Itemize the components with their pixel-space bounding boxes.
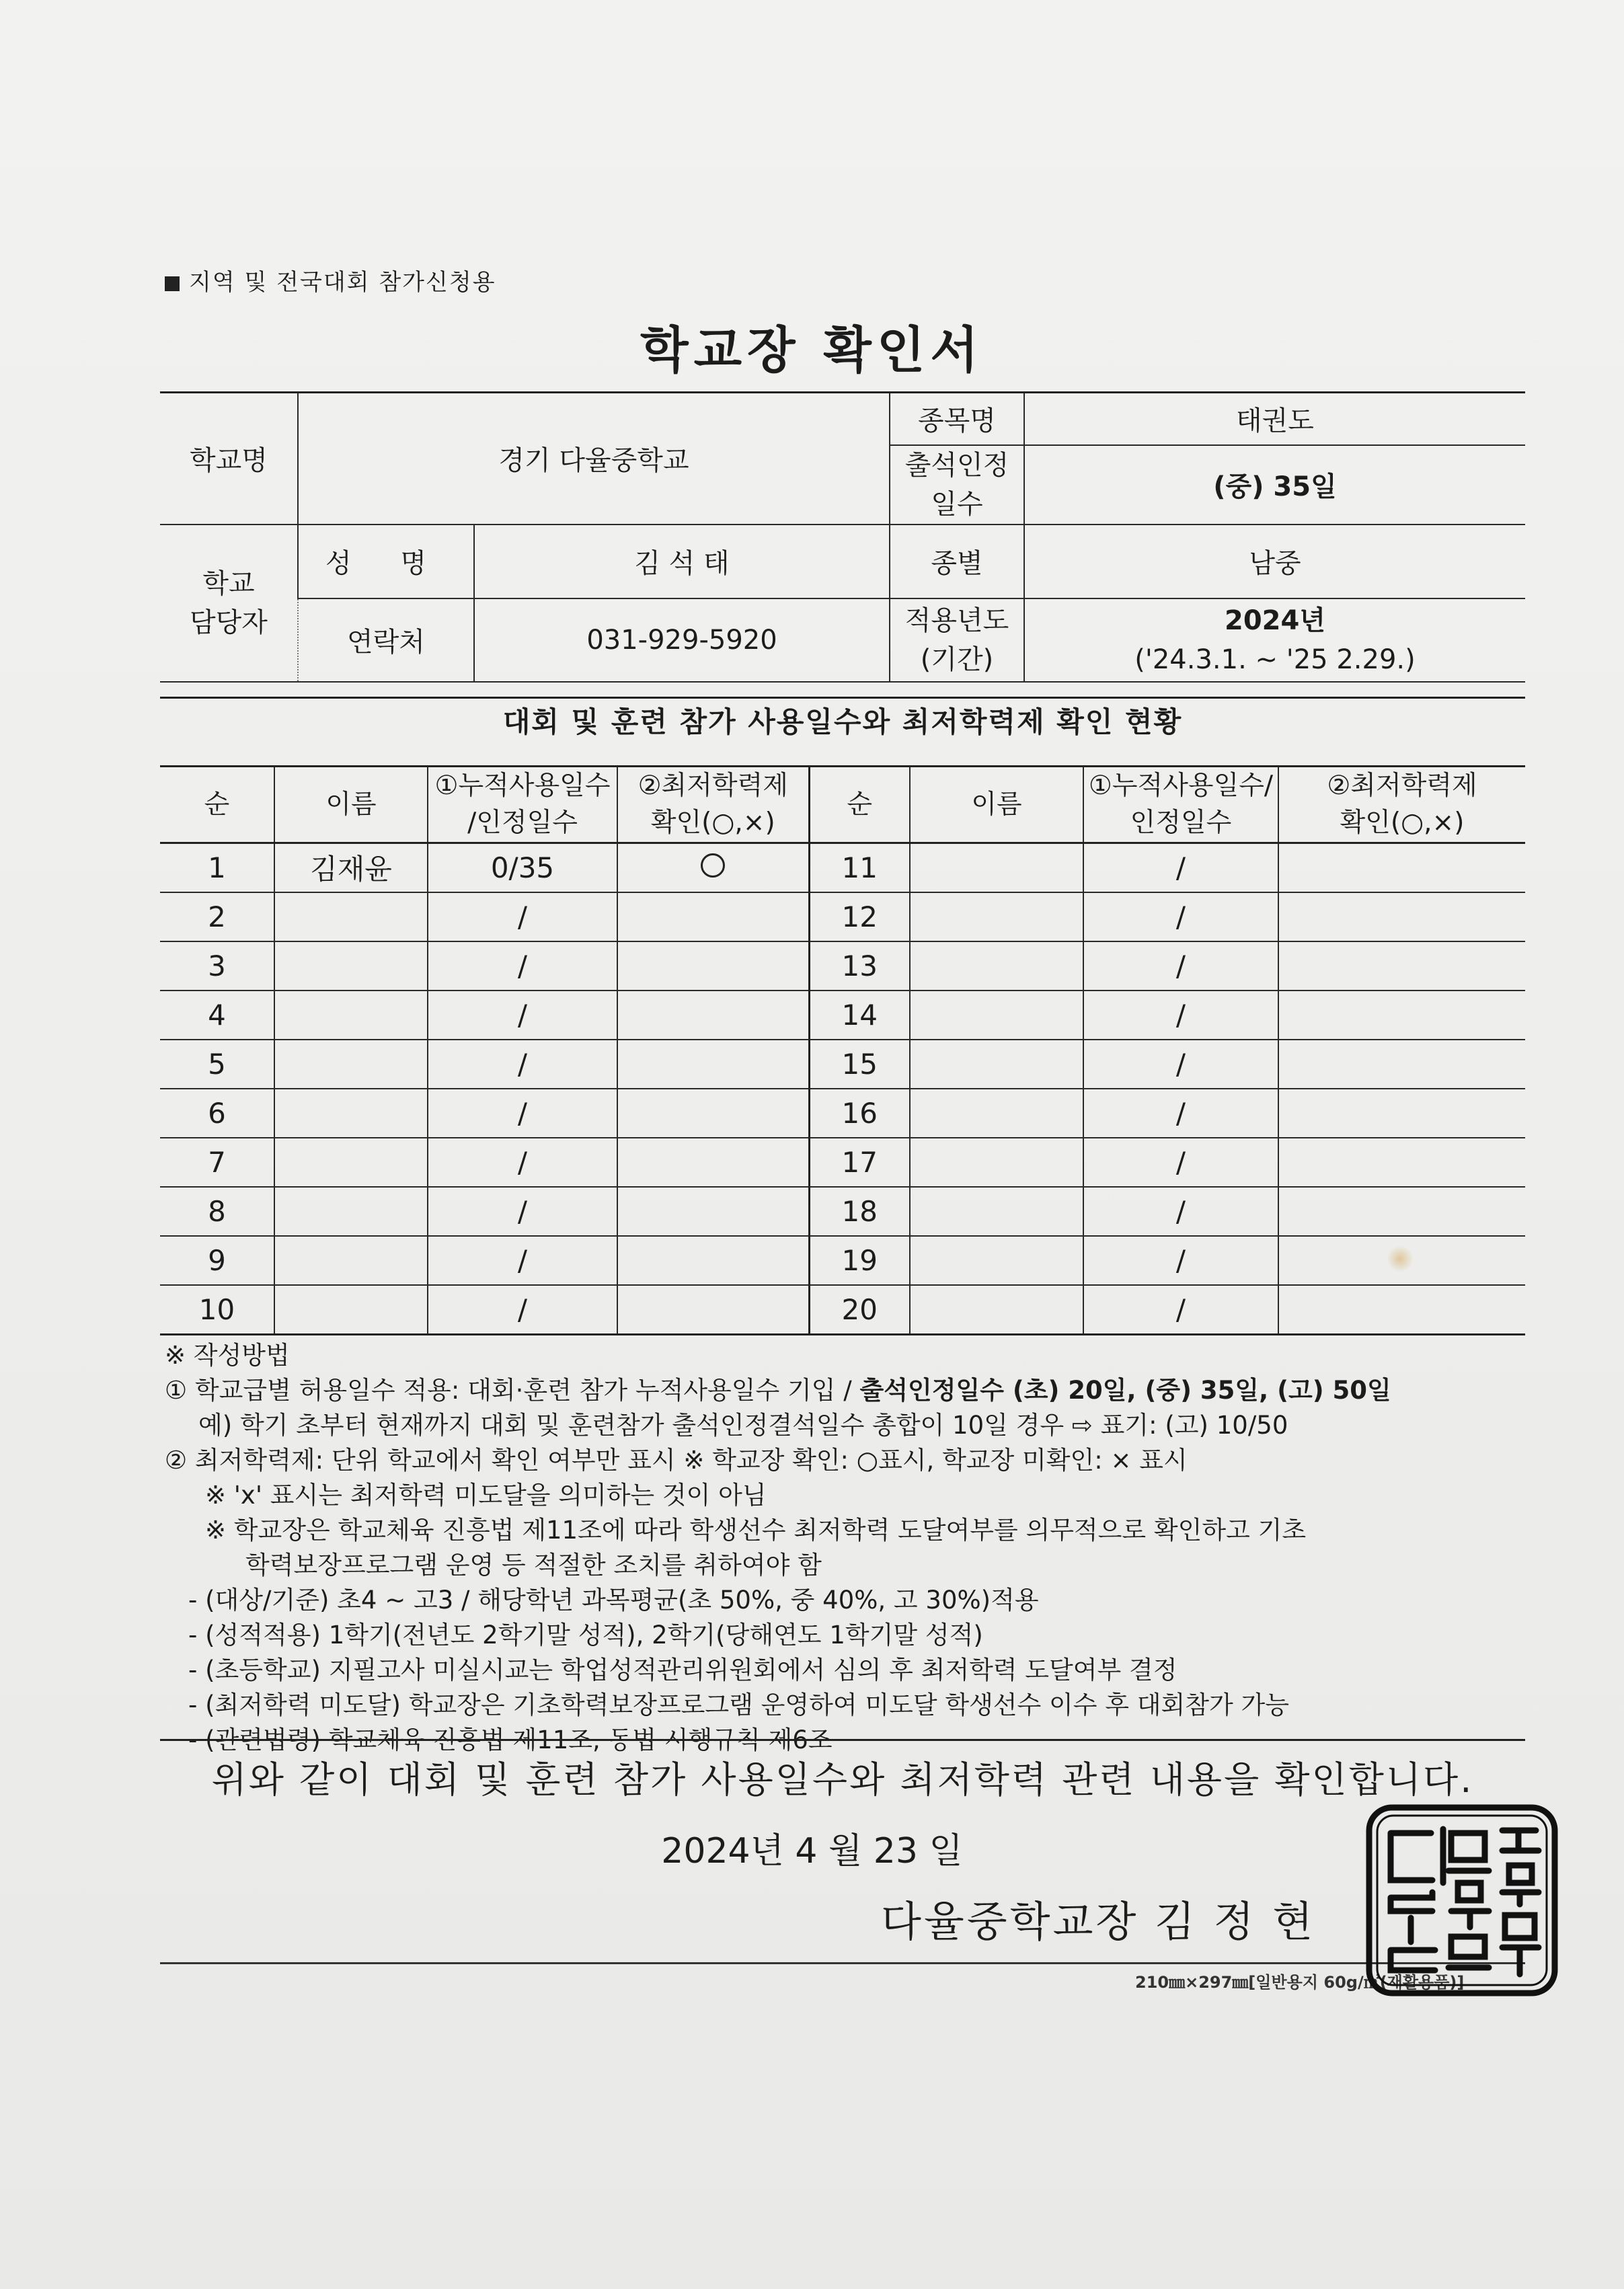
cell-days-right: / <box>1083 991 1278 1040</box>
cell-days: / <box>428 892 617 941</box>
cell-days: / <box>428 1089 617 1138</box>
signature-date: 2024년 4 월 23 일 <box>661 1831 963 1871</box>
note-1-example: 예) 학기 초부터 현재까지 대회 및 훈련참가 출석인정결석일수 총합이 10일 경우 ⇨ 표기: (고) 10/50 <box>198 1411 1288 1440</box>
note-1 <box>165 1373 1530 1408</box>
header-academic-right-line2: 확인(○,×) <box>1340 808 1465 839</box>
header-days <box>428 767 617 843</box>
year-label <box>890 598 1024 682</box>
header-name-right: 이름 <box>910 767 1083 843</box>
header-name: 이름 <box>274 767 428 843</box>
cell-no: 9 <box>160 1236 274 1285</box>
header-academic <box>617 767 809 843</box>
cell-no: 5 <box>160 1040 274 1089</box>
year-value <box>1024 598 1525 682</box>
school-seal-icon <box>1364 1803 1559 1999</box>
status-section-title: 대회 및 훈련 참가 사용일수와 최저학력제 확인 현황 <box>160 697 1525 740</box>
header-academic-line1: ②최저학력제 <box>637 771 788 801</box>
name-value: 김 석 태 <box>474 525 890 598</box>
header-days-right-line1: ①누적사용일수/ <box>1088 771 1274 801</box>
status-header-row <box>160 767 1525 843</box>
cell-name-right <box>910 1040 1083 1089</box>
document-category <box>165 264 496 297</box>
school-value: 경기 다율중학교 <box>298 393 890 525</box>
table-row <box>160 843 1525 892</box>
cell-days-right: / <box>1083 1285 1278 1335</box>
attendance-label-line2: 일수 <box>931 488 983 520</box>
cell-name <box>274 991 428 1040</box>
cell-no: 8 <box>160 1187 274 1236</box>
cell-name <box>274 892 428 941</box>
cell-academic <box>617 843 809 892</box>
cell-no-right: 19 <box>809 1236 910 1285</box>
attendance-label <box>890 445 1024 525</box>
manager-label-line2: 담당자 <box>190 607 268 638</box>
cell-no-right: 17 <box>809 1138 910 1187</box>
writing-instructions <box>165 1338 1530 1758</box>
cell-academic-right <box>1278 1040 1525 1089</box>
notes-divider <box>160 1739 1525 1741</box>
cell-name <box>274 1236 428 1285</box>
cell-days: / <box>428 991 617 1040</box>
table-row <box>160 1187 1525 1236</box>
note-1-text: ① 학교급별 허용일수 적용: 대회·훈련 참가 누적사용일수 기입 / <box>165 1376 860 1405</box>
header-days-right-line2: 인정일수 <box>1130 808 1232 839</box>
notes-heading: ※ 작성방법 <box>165 1341 290 1370</box>
detail-grades: - (성적적용) 1학기(전년도 2학기말 성적), 2학기(당해연도 1학기말 성적) <box>188 1621 983 1650</box>
cell-days-right: / <box>1083 892 1278 941</box>
table-row <box>160 1089 1525 1138</box>
table-row <box>160 941 1525 991</box>
info-table <box>160 391 1525 683</box>
cell-name-right <box>910 941 1083 991</box>
cell-name-right <box>910 1236 1083 1285</box>
cell-academic-right <box>1278 991 1525 1040</box>
school-label: 학교명 <box>160 393 298 525</box>
cell-days: 0/35 <box>428 843 617 892</box>
cell-name <box>274 1138 428 1187</box>
contact-value: 031-929-5920 <box>474 598 890 682</box>
detail-target: - (대상/기준) 초4 ~ 고3 / 해당학년 과목평균(초 50%, 중 40%, 고 30%)적용 <box>188 1586 1039 1615</box>
name-label: 성 명 <box>298 525 474 598</box>
cell-no-right: 14 <box>809 991 910 1040</box>
header-days-line1: ①누적사용일수 <box>434 771 611 801</box>
paper-stain <box>1387 1245 1414 1272</box>
table-row <box>160 892 1525 941</box>
category-label: 지역 및 전국대회 참가신청용 <box>189 269 496 296</box>
header-academic-line2: 확인(○,×) <box>650 808 775 839</box>
cell-name <box>274 1187 428 1236</box>
year-value-main: 2024년 <box>1225 605 1325 636</box>
cell-name <box>274 1089 428 1138</box>
cell-days-right: / <box>1083 1236 1278 1285</box>
square-bullet-icon <box>165 276 180 291</box>
cell-no: 4 <box>160 991 274 1040</box>
cell-no-right: 12 <box>809 892 910 941</box>
cell-days: / <box>428 941 617 991</box>
cell-no: 7 <box>160 1138 274 1187</box>
cell-academic <box>617 1040 809 1089</box>
note-1-allowed-days: 출석인정일수 (초) 20일, (중) 35일, (고) 50일 <box>859 1376 1391 1405</box>
cell-days: / <box>428 1040 617 1089</box>
page-title: 학교장 확인서 <box>640 321 984 379</box>
table-row <box>160 991 1525 1040</box>
note-2-sub2: ※ 학교장은 학교체육 진흥법 제11조에 따라 학생선수 최저학력 도달여부를 의무적으로 확인하고 기초 <box>205 1516 1307 1545</box>
cell-days-right: / <box>1083 941 1278 991</box>
header-academic-right <box>1278 767 1525 843</box>
note-2: ② 최저학력제: 단위 학교에서 확인 여부만 표시 ※ 학교장 확인: ○표시, 학교장 미확인: × 표시 <box>165 1446 1188 1475</box>
note-2-sub2-cont: 학력보장프로그램 운영 등 적절한 조치를 취하여야 함 <box>245 1551 822 1580</box>
cell-no: 2 <box>160 892 274 941</box>
header-days-line2: /인정일수 <box>467 808 578 839</box>
header-no: 순 <box>160 767 274 843</box>
cell-name-right <box>910 1089 1083 1138</box>
paper-size-note: 210㎜×297㎜[일반용지 60g/㎡(재활용품)] <box>1135 1973 1465 1992</box>
cell-academic-right <box>1278 1138 1525 1187</box>
cell-name-right <box>910 1187 1083 1236</box>
year-label-line2: (기간) <box>920 644 994 675</box>
table-row <box>160 1236 1525 1285</box>
cell-academic-right <box>1278 1285 1525 1335</box>
cell-academic-right <box>1278 1187 1525 1236</box>
sport-value: 태권도 <box>1024 393 1525 445</box>
attendance-value: (중) 35일 <box>1024 445 1525 525</box>
cell-days-right: / <box>1083 1089 1278 1138</box>
status-table <box>160 765 1525 1335</box>
cell-academic-right <box>1278 892 1525 941</box>
header-academic-right-line1: ②최저학력제 <box>1327 771 1477 801</box>
header-days-right <box>1083 767 1278 843</box>
cell-name-right <box>910 843 1083 892</box>
cell-academic-right <box>1278 843 1525 892</box>
cell-name <box>274 1285 428 1335</box>
cell-days-right: / <box>1083 843 1278 892</box>
cell-name-right <box>910 991 1083 1040</box>
cell-academic-right <box>1278 941 1525 991</box>
manager-label <box>160 525 298 682</box>
status-table-body <box>160 843 1525 1334</box>
cell-academic <box>617 1089 809 1138</box>
contact-label: 연락처 <box>298 598 474 682</box>
note-2-sub1: ※ 'x' 표시는 최저학력 미도달을 의미하는 것이 아님 <box>205 1481 767 1510</box>
principal-signature: 다율중학교장 김 정 현 <box>881 1897 1316 1946</box>
period-value: ('24.3.1. ~ '25 2.29.) <box>1134 644 1416 675</box>
detail-below-minimum: - (최저학력 미도달) 학교장은 기초학력보장프로그램 운영하여 미도달 학생선수 이수 후 대회참가 가능 <box>188 1691 1290 1719</box>
cell-academic <box>617 1138 809 1187</box>
cell-no: 10 <box>160 1285 274 1335</box>
cell-name <box>274 941 428 991</box>
sport-label: 종목명 <box>890 393 1024 445</box>
confirmation-statement: 위와 같이 대회 및 훈련 참가 사용일수와 최저학력 관련 내용을 확인합니다. <box>211 1758 1474 1801</box>
table-row <box>160 1138 1525 1187</box>
cell-no-right: 13 <box>809 941 910 991</box>
header-no-right: 순 <box>809 767 910 843</box>
cell-no-right: 15 <box>809 1040 910 1089</box>
division-label: 종별 <box>890 525 1024 598</box>
cell-no: 6 <box>160 1089 274 1138</box>
cell-days: / <box>428 1187 617 1236</box>
cell-academic <box>617 1236 809 1285</box>
cell-academic <box>617 991 809 1040</box>
table-row <box>160 1040 1525 1089</box>
cell-days-right: / <box>1083 1187 1278 1236</box>
year-label-line1: 적용년도 <box>904 605 1009 636</box>
cell-no: 1 <box>160 843 274 892</box>
circle-check-icon <box>701 853 725 878</box>
cell-days-right: / <box>1083 1040 1278 1089</box>
cell-academic-right <box>1278 1089 1525 1138</box>
cell-no-right: 16 <box>809 1089 910 1138</box>
manager-label-line1: 학교 <box>202 568 255 599</box>
cell-no-right: 20 <box>809 1285 910 1335</box>
cell-days: / <box>428 1285 617 1335</box>
cell-name-right <box>910 1138 1083 1187</box>
attendance-label-line1: 출석인정 <box>904 449 1009 481</box>
detail-law: - (관련법령) 학교체육 진흥법 제11조, 동법 시행규칙 제6조 <box>188 1725 833 1754</box>
cell-no-right: 18 <box>809 1187 910 1236</box>
cell-academic <box>617 1187 809 1236</box>
cell-name-right <box>910 892 1083 941</box>
table-row <box>160 1285 1525 1335</box>
cell-name: 김재윤 <box>274 843 428 892</box>
cell-name-right <box>910 1285 1083 1335</box>
cell-name <box>274 1040 428 1089</box>
detail-elementary: - (초등학교) 지필고사 미실시교는 학업성적관리위원회에서 심의 후 최저학력 도달여부 결정 <box>188 1656 1177 1684</box>
cell-days-right: / <box>1083 1138 1278 1187</box>
footer-divider <box>160 1962 1525 1964</box>
cell-academic <box>617 941 809 991</box>
cell-no: 3 <box>160 941 274 991</box>
division-value: 남중 <box>1024 525 1525 598</box>
cell-days: / <box>428 1138 617 1187</box>
cell-academic <box>617 892 809 941</box>
cell-no-right: 11 <box>809 843 910 892</box>
cell-days: / <box>428 1236 617 1285</box>
cell-academic <box>617 1285 809 1335</box>
